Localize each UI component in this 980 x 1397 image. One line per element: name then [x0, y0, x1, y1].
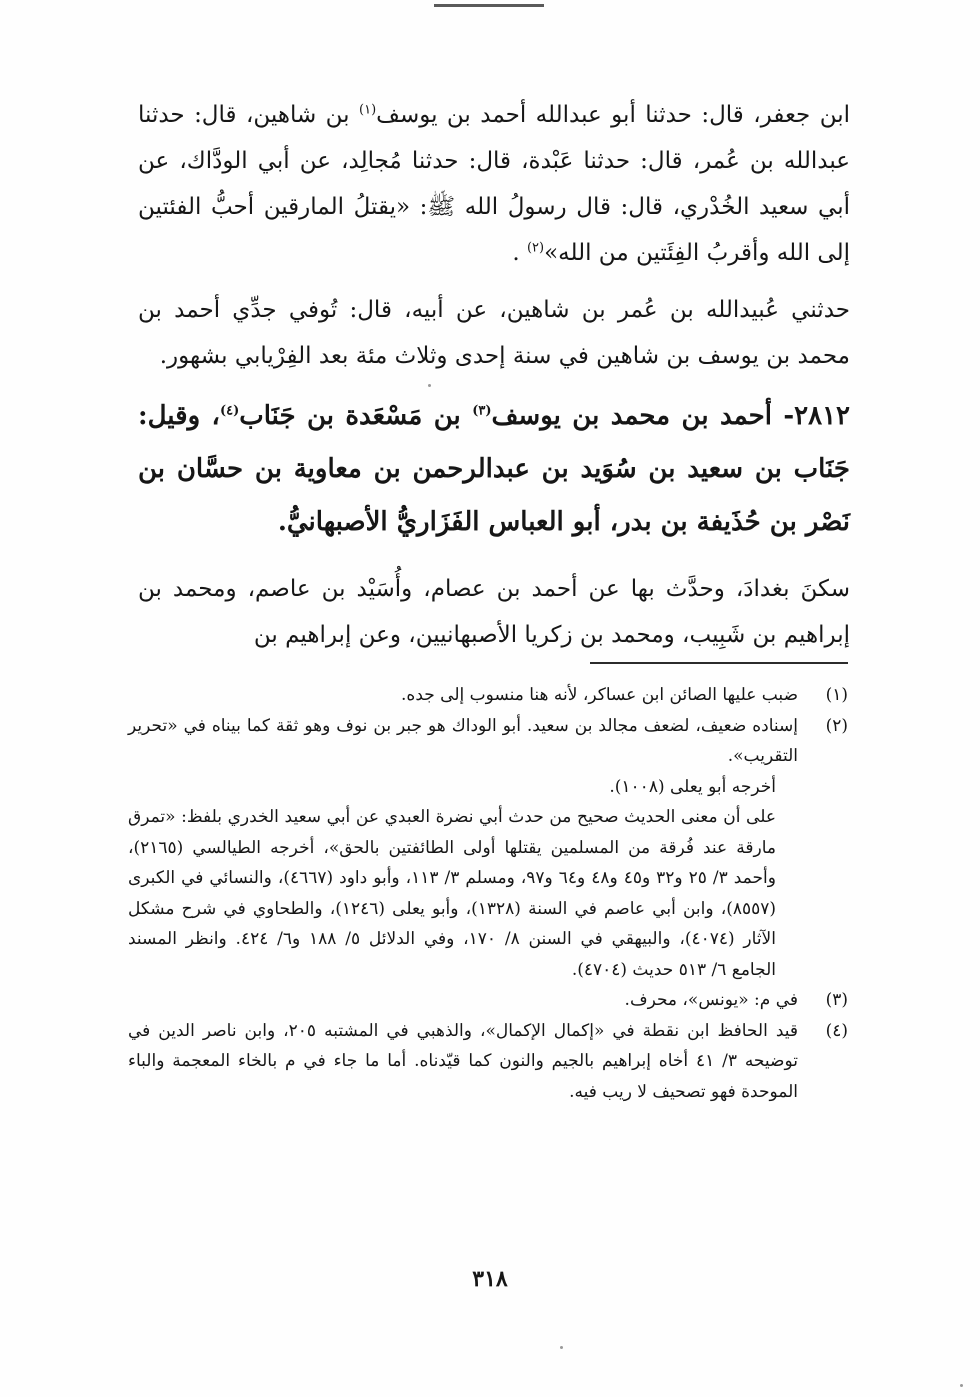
footnote-number: (٣) [825, 990, 848, 1010]
paragraph-text: ابن جعفر، قال: حدثنا أبو عبدالله أحمد بن يوسف [376, 102, 850, 128]
paragraph-isnad-hadith [138, 92, 850, 276]
footnote-number: (٢) [825, 715, 848, 736]
biography-entry-heading [138, 390, 850, 549]
footnote-line: أخرجه أبو يعلى (١٠٠٨). [609, 776, 776, 797]
footnotes-section [128, 680, 848, 1107]
footnote-line: ضبب عليها الصائن ابن عساكر، لأنه هنا منسوب إلى جده. [401, 685, 798, 705]
scan-top-mark [434, 4, 544, 7]
footnote-body [128, 985, 798, 1016]
footnote-line: في م: «يونس»، محرف. [624, 990, 798, 1010]
footnote-line: إسناده ضعيف، لضعف مجالد بن سعيد. أبو الوداك هو جبر بن نوف وهو ثقة كما بيناه في «تحرير التقريب». [128, 715, 798, 766]
scan-speck [960, 1384, 963, 1387]
footnote-ref-3: (٣) [472, 403, 492, 419]
entry-heading-text: بن مَسْعَدة بن جَنَاب [239, 401, 473, 431]
footnote-separator [590, 662, 848, 664]
footnote-ref-4: (٤) [219, 403, 240, 419]
footnote-3 [128, 985, 848, 1016]
footnote-number: (١) [825, 685, 848, 705]
footnote-ref-2: (٢) [526, 240, 545, 256]
footnote-1 [128, 680, 848, 711]
footnote-body [128, 1016, 798, 1108]
footnote-line: قيد الحافظ ابن نقطة في «إكمال الإكمال»، والذهبي في المشتبه ٢٠٥، وابن ناصر الدين في توضيحه ٣/ ٤١ أخاه إبراهيم بالجيم والنون كما قيّدناه. أما ما جاء في م بالخاء المعجمة والباء الموحدة فهو تصحيف لا ريب فيه. [128, 1020, 798, 1102]
entry-heading-text: ، وقيل: جَنَاب بن سعيد بن سُوَيد بن عبدالرحمن بن معاوية بن حسَّان بن نَصْر بن حُذَيفة بن بدر، أبو العباس الفَزَاريُّ الأصبهانيُّ. [138, 401, 850, 537]
page-number: ٣١٨ [472, 1266, 508, 1292]
footnote-2 [128, 711, 848, 986]
scan-speck [560, 1346, 563, 1349]
footnote-body [128, 711, 798, 986]
footnote-number: (٤) [825, 1020, 848, 1041]
footnote-line: على أن معنى الحديث صحيح من حدث أبي نضرة العبدي عن أبي سعيد الخدري بلفظ: «تمرق مارقة عند فُرقة من المسلمين يقتلها أولى الطائفتين بالحق»، أخرجه الطيالسي (٢١٦٥)، وأحمد ٣/ ٢٥ و٣٢ و٤٥ و٤٨ و٦٤ و٩٧، ومسلم ٣/ ١١٣، وأبو داود (٤٦٦٧)، والنسائي في الكبرى (٨٥٥٧)، وابن أبي عاصم في السنة (١٣٢٨)، وأبو يعلى (١٢٤٦)، والطحاوي في شرح مشكل الآثار (٤٠٧٤)، والبيهقي في السنن ٨/ ١٧٠، وفي الدلائل ٥/ ١٨٨ و٦/ ٤٢٤. وانظر المسند الجامع ٦/ ٥١٣ حديث (٤٧٠٤). [128, 807, 777, 980]
footnote-ref-1: (١) [359, 102, 377, 118]
paragraph-death-note: حدثني عُبيدالله بن عُمر بن شاهين، عن أبيه، قال: تُوفي جدِّي أحمد بن محمد بن يوسف بن شاهين في سنة إحدى وثلاث مئة بعد الفِرْيابي بشهور. [138, 297, 850, 369]
scan-speck [428, 384, 431, 387]
footnote-4 [128, 1016, 848, 1108]
paragraph-text: . [512, 240, 527, 266]
footnote-body [128, 680, 798, 711]
paragraph-text: بن شاهين، قال: حدثنا عبدالله بن عُمر، قال: حدثنا عَبْدة، قال: حدثنا مُجالِد، عن أبي الودَّاك، عن أبي سعيد الخُدْري، قال: قال رسولُ الله ﷺ: «يقتلُ المارقين أحبُّ الفئتين إلى الله وأقربُ الفِئَتين من الله» [138, 102, 850, 266]
paragraph-biography-body: سكنَ بغدادَ، وحدَّث بها عن أحمد بن عصام، وأُسَيْد بن عاصم، ومحمد بن إبراهيم بن شَبِيب، ومحمد بن زكريا الأصبهانيين، وعن إبراهيم بن [138, 576, 850, 648]
entry-heading-text: ٢٨١٢- أحمد بن محمد بن يوسف [491, 401, 851, 431]
